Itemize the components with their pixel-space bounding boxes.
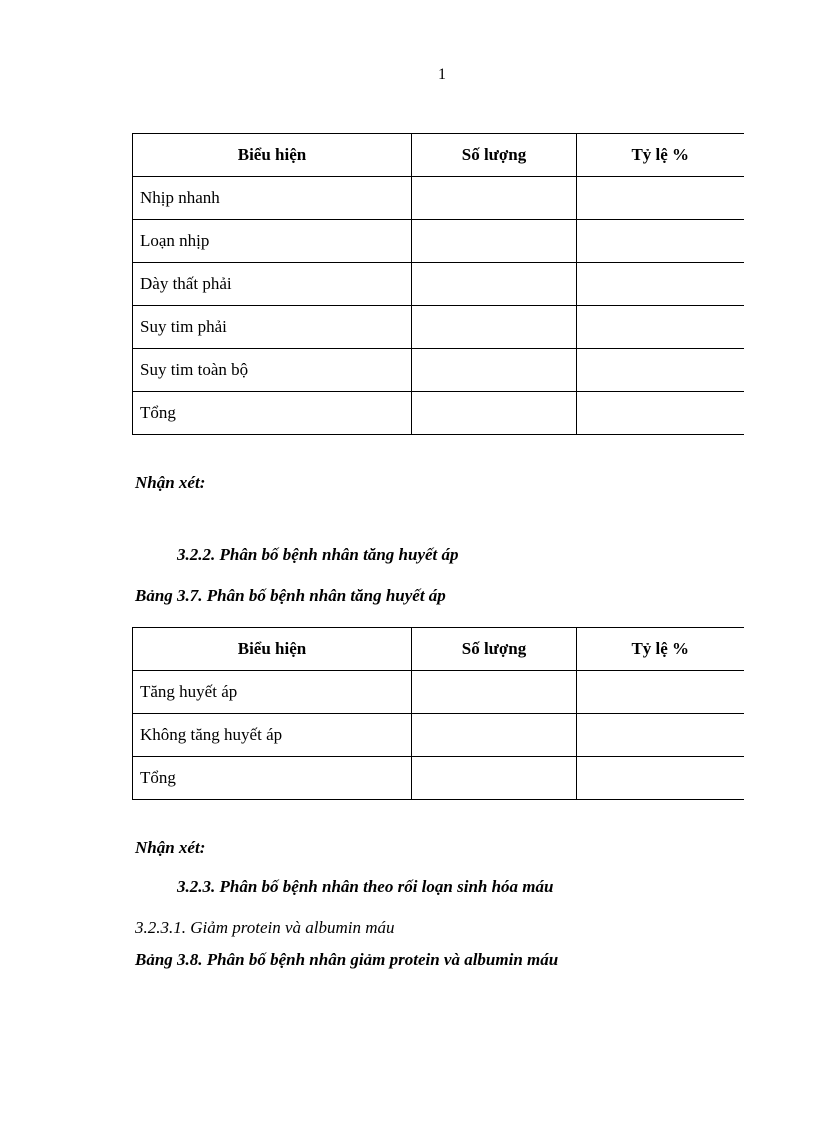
header-bieu-hien: Biểu hiện xyxy=(133,134,412,177)
row-label: Không tăng huyết áp xyxy=(133,714,412,757)
cell-percent xyxy=(577,757,744,800)
section-heading-3-2-3: 3.2.3. Phân bố bệnh nhân theo rối loạn sinh hóa máu xyxy=(177,877,554,896)
comment-label: Nhận xét: xyxy=(135,473,206,492)
cell-count xyxy=(412,220,577,263)
table-caption-3-8: Bảng 3.8. Phân bố bệnh nhân giảm protein và albumin máu xyxy=(135,950,559,969)
table-hypertension xyxy=(132,627,744,800)
cell-count xyxy=(412,757,577,800)
cell-percent xyxy=(577,714,744,757)
table-row xyxy=(133,306,744,349)
cell-count xyxy=(412,263,577,306)
page-number: 1 xyxy=(438,66,446,83)
cell-count xyxy=(412,671,577,714)
cell-count xyxy=(412,392,577,435)
cell-percent xyxy=(577,392,744,435)
table-row xyxy=(133,671,744,714)
table-header-row xyxy=(133,628,744,671)
row-label: Dày thất phải xyxy=(133,263,412,306)
header-so-luong: Số lượng xyxy=(412,134,577,177)
cell-percent xyxy=(577,306,744,349)
row-label: Tổng xyxy=(133,757,412,800)
subsection-heading-3-2-3-1: 3.2.3.1. Giảm protein và albumin máu xyxy=(135,918,395,937)
cell-percent xyxy=(577,349,744,392)
row-label: Tăng huyết áp xyxy=(133,671,412,714)
row-label: Suy tim phải xyxy=(133,306,412,349)
comment-label: Nhận xét: xyxy=(135,838,206,857)
table-row xyxy=(133,349,744,392)
table-row-total xyxy=(133,757,744,800)
header-bieu-hien: Biểu hiện xyxy=(133,628,412,671)
table-caption-3-7: Bảng 3.7. Phân bố bệnh nhân tăng huyết áp xyxy=(135,586,446,605)
cell-count xyxy=(412,714,577,757)
section-heading-3-2-2: 3.2.2. Phân bố bệnh nhân tăng huyết áp xyxy=(177,545,459,564)
table-symptoms xyxy=(132,133,744,435)
row-label: Loạn nhịp xyxy=(133,220,412,263)
cell-count xyxy=(412,306,577,349)
row-label: Nhịp nhanh xyxy=(133,177,412,220)
table-row xyxy=(133,177,744,220)
cell-percent xyxy=(577,220,744,263)
table-header-row xyxy=(133,134,744,177)
header-ty-le: Tỷ lệ % xyxy=(577,134,744,177)
row-label: Tổng xyxy=(133,392,412,435)
cell-percent xyxy=(577,671,744,714)
table-row xyxy=(133,714,744,757)
table-row xyxy=(133,263,744,306)
header-so-luong: Số lượng xyxy=(412,628,577,671)
cell-percent xyxy=(577,177,744,220)
table-row-total xyxy=(133,392,744,435)
cell-count xyxy=(412,177,577,220)
table-row xyxy=(133,220,744,263)
header-ty-le: Tỷ lệ % xyxy=(577,628,744,671)
row-label: Suy tim toàn bộ xyxy=(133,349,412,392)
cell-percent xyxy=(577,263,744,306)
cell-count xyxy=(412,349,577,392)
